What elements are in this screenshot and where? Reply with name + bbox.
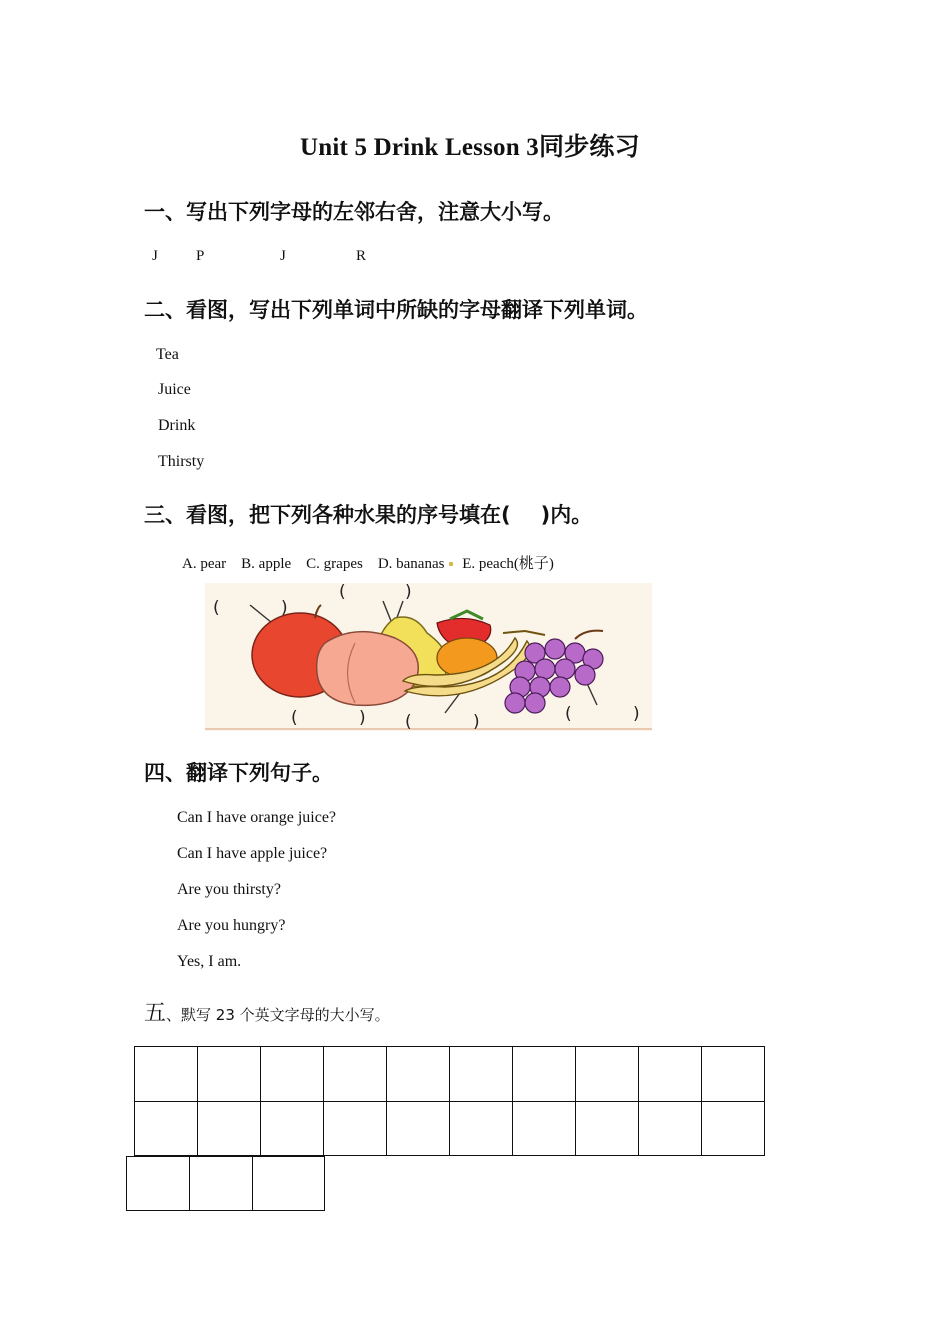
letter-j-second: J [280, 248, 286, 264]
section3-heading [144, 499, 592, 529]
grid-cell[interactable] [450, 1047, 513, 1102]
option-e: E. peach(桃子) [462, 556, 554, 572]
svg-text:(: ( [339, 583, 346, 602]
fruit-options [182, 552, 554, 573]
fruit-illustration [205, 583, 652, 731]
grid-cell[interactable] [127, 1157, 190, 1211]
grid-cell[interactable] [387, 1047, 450, 1102]
svg-text:(: ( [565, 704, 572, 724]
grid-cell[interactable] [198, 1047, 261, 1102]
grid-cell[interactable] [702, 1102, 765, 1156]
grid-cell[interactable] [639, 1102, 702, 1156]
word-juice: Juice [158, 381, 191, 398]
sentence-2: Can I have apple juice? [177, 845, 328, 862]
grid-cell[interactable] [135, 1047, 198, 1102]
grid-cell[interactable] [324, 1047, 387, 1102]
sentence-3: Are you thirsty? [177, 881, 281, 898]
section5-heading [144, 996, 390, 1027]
peach-drawing [317, 632, 419, 706]
section2-heading: 二、看图，写出下列单词中所缺的字母翻译下列单词。 [144, 298, 648, 322]
grid-cell[interactable] [135, 1102, 198, 1156]
svg-text:(: ( [291, 708, 298, 728]
letter-grid-main [134, 1046, 765, 1156]
section5-number: 五 [144, 1001, 167, 1026]
svg-text:): ) [473, 712, 480, 731]
section5-text: 、默写 23 个英文字母的大小写。 [166, 1006, 390, 1024]
svg-text:): ) [281, 598, 288, 618]
sentence-4: Are you hungry? [177, 917, 286, 934]
option-d: D. bananas [377, 556, 445, 572]
grid-cell[interactable] [253, 1157, 325, 1211]
word-drink: Drink [158, 417, 196, 434]
option-a: A. pear [182, 556, 227, 572]
grid-cell[interactable] [576, 1102, 639, 1156]
sentence-5: Yes, I am. [177, 953, 242, 970]
grid-cell[interactable] [513, 1102, 576, 1156]
grid-cell[interactable] [324, 1102, 387, 1156]
letter-p: P [196, 248, 205, 264]
svg-text:): ) [633, 704, 640, 724]
grid-cell[interactable] [261, 1102, 324, 1156]
word-thirsty: Thirsty [158, 453, 205, 470]
grid-cell[interactable] [450, 1102, 513, 1156]
grid-cell[interactable] [513, 1047, 576, 1102]
option-b: B. apple [241, 556, 292, 572]
grid-cell[interactable] [576, 1047, 639, 1102]
grid-cell[interactable] [387, 1102, 450, 1156]
word-tea: Tea [156, 346, 179, 363]
option-c: C. grapes [306, 556, 363, 572]
section1-heading: 一、写出下列字母的左邻右舍，注意大小写。 [144, 200, 564, 224]
sentence-1: Can I have orange juice? [177, 809, 337, 826]
svg-text:): ) [405, 583, 412, 602]
grid-cell[interactable] [190, 1157, 253, 1211]
letter-grid-extra [126, 1156, 325, 1211]
fruit-illustration-svg [205, 583, 652, 731]
svg-text:): ) [359, 708, 366, 728]
grid-cell[interactable] [639, 1047, 702, 1102]
letter-r: R [356, 248, 367, 264]
grid-cell[interactable] [261, 1047, 324, 1102]
grid-cell[interactable] [198, 1102, 261, 1156]
section4-heading: 四、翻译下列句子。 [144, 761, 333, 785]
section3-heading-pre: 三、看图，把下列各种水果的序号填在( [144, 503, 511, 527]
grid-cell[interactable] [702, 1047, 765, 1102]
letter-j-upper: J [152, 248, 158, 264]
section3-heading-post: )内。 [540, 503, 593, 527]
page-title: Unit 5 Drink Lesson 3同步练习 [300, 134, 640, 161]
svg-text:(: ( [213, 598, 220, 618]
svg-text:(: ( [405, 712, 412, 731]
